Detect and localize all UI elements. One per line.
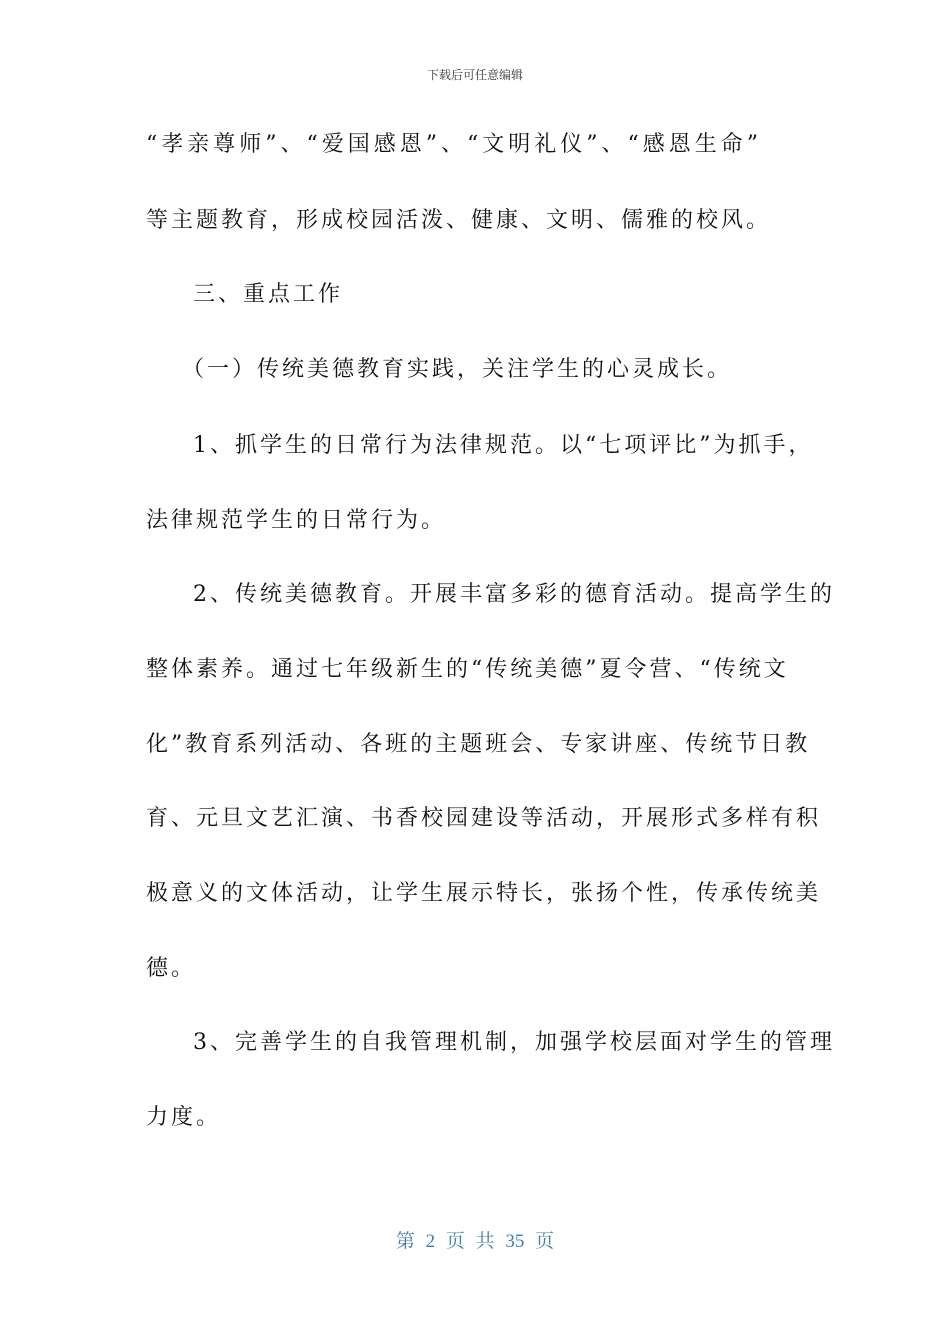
body-line: 育、元旦文艺汇演、书香校园建设等活动，开展形式多样有积 [146,806,822,831]
page-number: 第 2 页 共 35 页 [395,1231,555,1252]
body-line: 化”教育系列活动、各班的主题班会、专家讲座、传统节日教 [146,732,811,757]
page-header: 下载后可任意编辑 [426,68,523,82]
body-line: 3、完善学生的自我管理机制，加强学校层面对学生的管理 [193,1030,835,1055]
body-line: 1、抓学生的日常行为法律规范。以“七项评比”为抓手， [193,433,814,458]
body-line: “孝亲尊师”、“爱国感恩”、“文明礼仪”、“感恩生命” [146,132,762,157]
body-line: 德。 [146,956,197,981]
body-line: 整体素养。通过七年级新生的“传统美德”夏令营、“传统文 [146,657,789,682]
body-line: 极意义的文体活动，让学生展示特长，张扬个性，传承传统美 [146,881,822,906]
subsection-heading: （一）传统美德教育实践，关注学生的心灵成长。 [182,357,733,382]
body-line: 等主题教育，形成校园活泼、健康、文明、儒雅的校风。 [146,208,772,233]
body-line: 法律规范学生的日常行为。 [146,508,447,533]
section-heading: 三、重点工作 [193,282,344,307]
body-line: 力度。 [146,1105,222,1130]
body-line: 2、传统美德教育。开展丰富多彩的德育活动。提高学生的 [193,582,835,607]
